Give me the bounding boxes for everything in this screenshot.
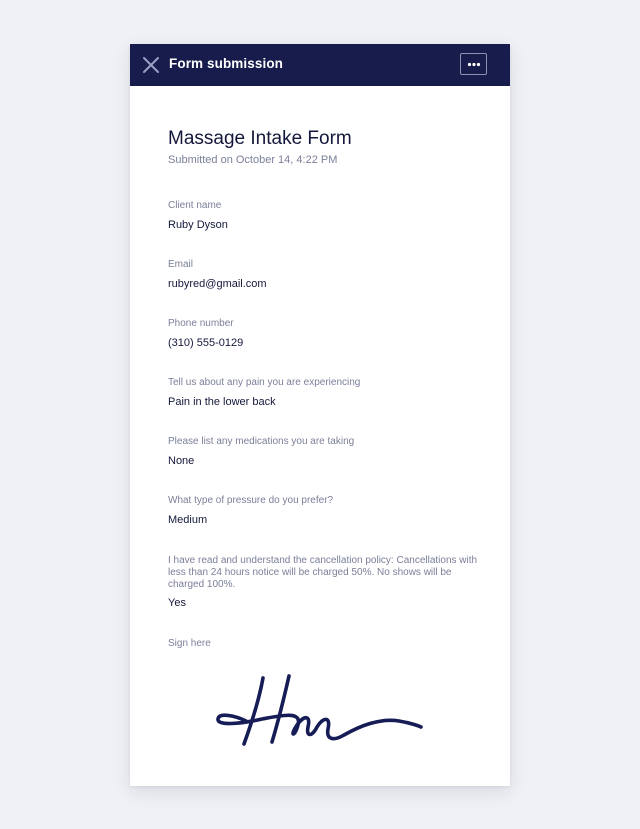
field-pressure [168,495,478,527]
field-value: Pain in the lower back [168,396,276,408]
signature [84,674,430,754]
field-cancellation-policy [168,555,478,610]
field-label: Email [168,259,194,270]
more-horizontal-icon [467,62,481,67]
field-value: Ruby Dyson [168,219,228,231]
field-label: Client name [168,200,222,211]
close-button[interactable] [139,53,163,77]
field-label: Please list any medications you are taking [168,436,355,447]
field-label: I have read and understand the cancellation policy: Cancellations with less than 24 hours notice will be charged 50%. No shows will be charged 100%. [168,555,478,590]
page-title: Form submission [169,56,284,71]
submitted-timestamp: Submitted on October 14, 4:22 PM [168,154,338,166]
sign-here-label: Sign here [168,638,211,649]
field-label: What type of pressure do you prefer? [168,495,334,506]
field-medications [168,436,478,468]
field-label: Tell us about any pain you are experiencing [168,377,361,388]
field-client-name [168,200,478,232]
field-value: Medium [168,514,208,526]
field-pain [168,377,478,409]
field-email [168,259,478,291]
form-title: Massage Intake Form [168,128,352,149]
field-value: Yes [168,597,186,609]
field-label: Phone number [168,318,234,329]
more-options-button[interactable] [460,53,487,75]
field-value: None [168,455,195,467]
field-value: rubyred@gmail.com [168,278,267,290]
close-icon [139,53,163,77]
field-phone-number [168,318,478,350]
top-bar [130,44,510,86]
field-value: (310) 555-0129 [168,337,244,349]
